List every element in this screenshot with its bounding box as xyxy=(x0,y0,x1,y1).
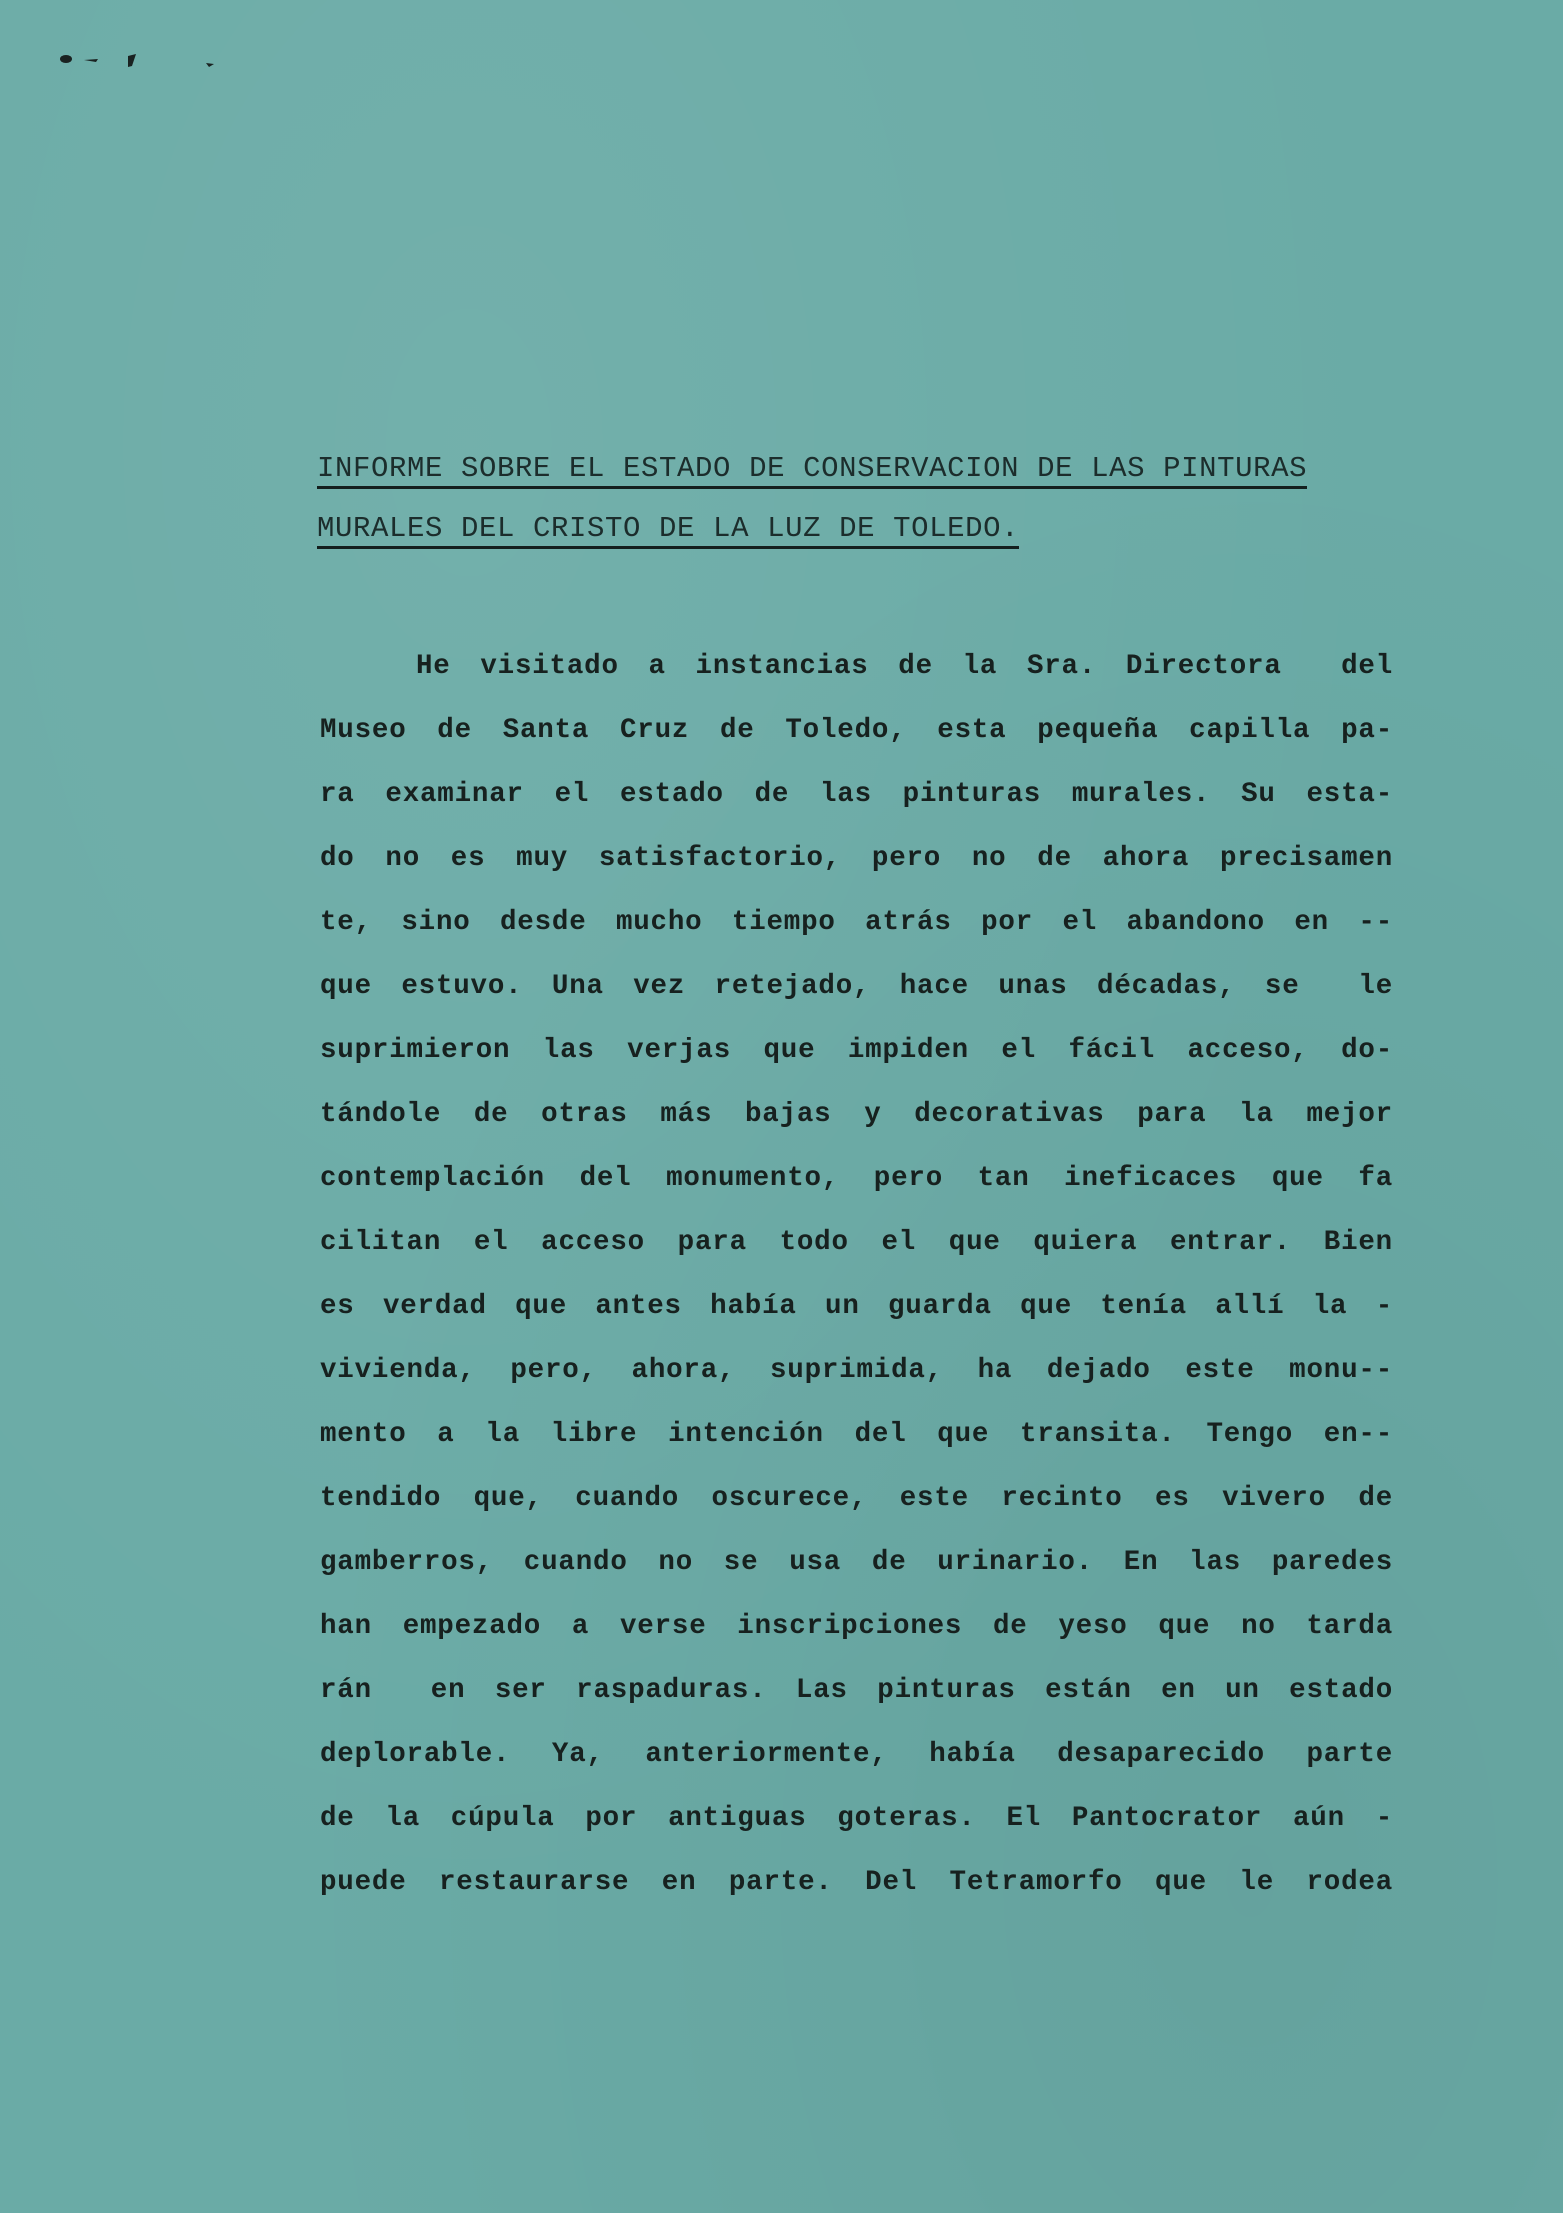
body-line: deplorable. Ya, anteriormente, había desaparecido parte xyxy=(320,1739,1393,1770)
body-line: tándole de otras más bajas y decorativas para la mejor xyxy=(320,1099,1393,1130)
body-line: han empezado a verse inscripciones de yeso que no tarda xyxy=(320,1611,1393,1642)
title-line-2: MURALES DEL CRISTO DE LA LUZ DE TOLEDO. xyxy=(317,512,1019,549)
body-line: contemplación del monumento, pero tan ineficaces que fa xyxy=(320,1163,1393,1194)
body-line: do no es muy satisfactorio, pero no de ahora precisamen xyxy=(320,843,1393,874)
body-line: Museo de Santa Cruz de Toledo, esta pequeña capilla pa- xyxy=(320,715,1393,746)
body-line: es verdad que antes había un guarda que tenía allí la - xyxy=(320,1291,1393,1322)
document-body xyxy=(320,650,1393,1930)
body-line: cilitan el acceso para todo el que quiera entrar. Bien xyxy=(320,1227,1393,1258)
body-line: suprimieron las verjas que impiden el fácil acceso, do- xyxy=(320,1035,1393,1066)
body-line: He visitado a instancias de la Sra. Directora del xyxy=(416,651,1393,682)
body-line: de la cúpula por antiguas goteras. El Pantocrator aún - xyxy=(320,1803,1393,1834)
title-line-1: INFORME SOBRE EL ESTADO DE CONSERVACION DE LAS PINTURAS xyxy=(317,452,1307,489)
body-line: gamberros, cuando no se usa de urinario. En las paredes xyxy=(320,1547,1393,1578)
body-line: mento a la libre intención del que transita. Tengo en-- xyxy=(320,1419,1393,1450)
body-line: ra examinar el estado de las pinturas murales. Su esta- xyxy=(320,779,1393,810)
body-line: que estuvo. Una vez retejado, hace unas décadas, se le xyxy=(320,971,1393,1002)
body-line: vivienda, pero, ahora, suprimida, ha dejado este monu-- xyxy=(320,1355,1393,1386)
body-line: puede restaurarse en parte. Del Tetramorfo que le rodea xyxy=(320,1867,1393,1898)
body-line: rán en ser raspaduras. Las pinturas están en un estado xyxy=(320,1675,1393,1706)
body-line: te, sino desde mucho tiempo atrás por el abandono en -- xyxy=(320,907,1393,938)
ink-specks-mark xyxy=(58,50,238,80)
body-line: tendido que, cuando oscurece, este recinto es vivero de xyxy=(320,1483,1393,1514)
document-title xyxy=(317,452,1397,572)
